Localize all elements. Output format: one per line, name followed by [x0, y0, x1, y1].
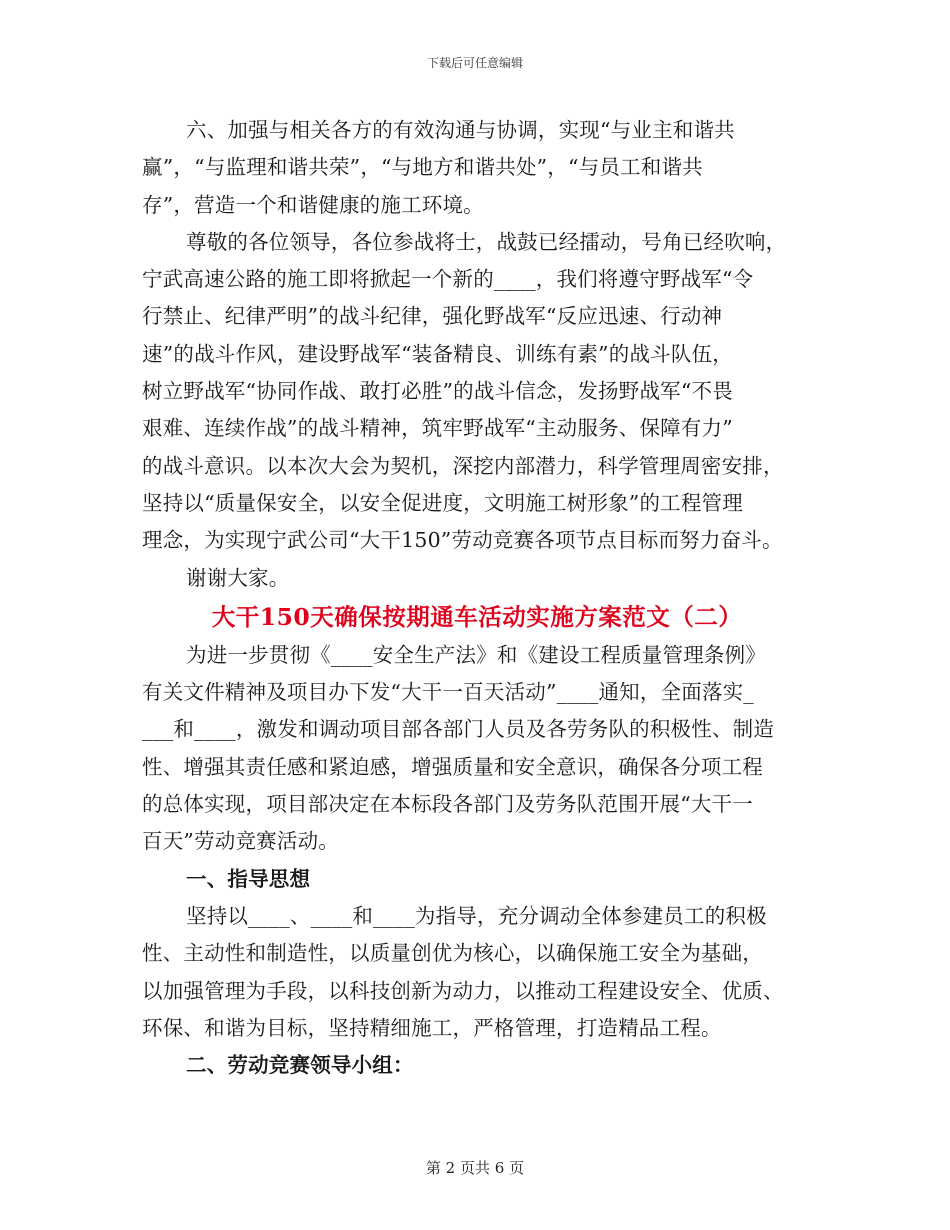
section-heading: 一、指导思想	[186, 866, 311, 891]
section-heading: 二、劳动竞赛领导小组：	[186, 1053, 414, 1078]
paragraph-line: 行禁止、纪律严明”的战斗纪律，强化野战军“反应迅速、行动神	[142, 304, 723, 329]
paragraph-line: 坚持以____、____和____为指导，充分调动全体参建员工的积极	[186, 903, 767, 928]
paragraph-line: 环保、和谐为目标，坚持精细施工，严格管理，打造精品工程。	[142, 1015, 722, 1040]
closing-line: 谢谢大家。	[186, 565, 290, 590]
paragraph-line: ___和____，激发和调动项目部各部门人员及各劳务队的积极性、制造	[142, 717, 775, 742]
paragraph-line: 性、主动性和制造性，以质量创优为核心，以确保施工安全为基础，	[142, 941, 763, 966]
paragraph-line: 速”的战斗作风，建设野战军“装备精良、训练有素”的战斗队伍，	[142, 341, 733, 366]
paragraph-line: 的战斗意识。以本次大会为契机，深挖内部潜力，科学管理周密安排，	[142, 453, 784, 478]
paragraph-line: 树立野战军“协同作战、敢打必胜”的战斗信念，发扬野战军“不畏	[142, 379, 733, 404]
paragraph-line: 为进一步贯彻《____安全生产法》和《建设工程质量管理条例》	[186, 642, 766, 667]
paragraph-line: 存”，营造一个和谐健康的施工环境。	[142, 192, 484, 217]
page-number: 第 2 页共 6 页	[425, 1159, 525, 1177]
paragraph-line: 艰难、连续作战”的战斗精神，筑牢野战军“主动服务、保障有力”	[142, 416, 733, 441]
paragraph-line: 有关文件精神及项目办下发“大干一百天活动”____通知，全面落实_	[142, 680, 754, 705]
paragraph-line: 宁武高速公路的施工即将掀起一个新的____，我们将遵守野战军“令	[142, 267, 754, 292]
section-top	[142, 112, 822, 597]
paragraph-line: 尊敬的各位领导，各位参战将士，战鼓已经擂动，号角已经吹响，	[186, 229, 787, 254]
paragraph-line: 性、增强其责任感和紧迫感，增强质量和安全意识，确保各分项工程	[142, 754, 763, 779]
paragraph-line: 坚持以“质量保安全，以安全促进度，文明施工树形象”的工程管理	[142, 490, 743, 515]
paragraph-line: 的总体实现，项目部决定在本标段各部门及劳务队范围开展“大干一	[142, 792, 753, 817]
paragraph-line: 以加强管理为手段，以科技创新为动力，以推动工程建设安全、优质、	[142, 978, 784, 1003]
paragraph-line: 赢”，“与监理和谐共荣”，“与地方和谐共处”，“与员工和谐共	[142, 155, 703, 180]
paragraph-line: 百天”劳动竞赛活动。	[142, 829, 339, 854]
section-bottom	[142, 637, 822, 1085]
paragraph-line: 六、加强与相关各方的有效沟通与协调，实现“与业主和谐共	[186, 118, 735, 142]
header-note: 下载后可任意编辑	[426, 56, 523, 70]
paragraph-line: 理念，为实现宁武公司“大干150”劳动竞赛各项节点目标而努力奋斗。	[142, 528, 783, 553]
document-body	[142, 112, 822, 1084]
document-title: 大干150天确保按期通车活动实施方案范文（二）	[211, 602, 743, 631]
